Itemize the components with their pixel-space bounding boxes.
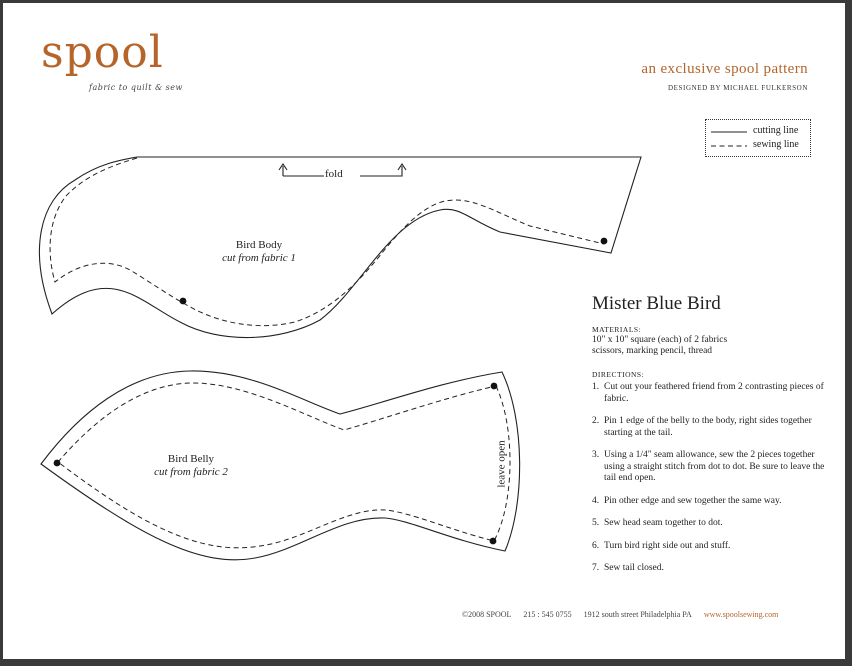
phone-number: 215 : 545 0755 xyxy=(523,610,572,619)
materials-heading: MATERIALS: xyxy=(592,325,642,334)
bird-body-start-dot xyxy=(180,298,187,305)
bird-belly-head-dot xyxy=(54,460,61,467)
bird-belly-label xyxy=(131,453,251,479)
bird-body-label xyxy=(199,239,319,265)
sewing-line-label: sewing line xyxy=(753,139,799,150)
spool-logo: spool xyxy=(41,27,164,78)
cutting-line-label: cutting line xyxy=(753,125,799,136)
logo-tagline: fabric to quilt & sew xyxy=(89,83,183,92)
pattern-name: Mister Blue Bird xyxy=(592,293,721,314)
pattern-sheet xyxy=(3,3,845,659)
bird-body-sewing-line xyxy=(50,158,604,326)
directions-heading: DIRECTIONS: xyxy=(592,370,645,379)
leave-open-label: leave open xyxy=(495,440,508,488)
materials-item: 10" x 10" square (each) of 2 fabrics xyxy=(592,335,728,345)
direction-step: 4. Pin other edge and sew together the same way. xyxy=(592,495,782,506)
direction-step: 5. Sew head seam together to dot. xyxy=(592,518,723,528)
bird-belly-piece xyxy=(41,371,520,560)
direction-step: 3. Using a 1/4" seam allowance, sew the 2 pieces together using a straight stitch from dot to dot. Be sure to leave the tail end open. xyxy=(592,450,825,483)
copyright: ©2008 SPOOL xyxy=(462,610,512,619)
pattern-title: an exclusive spool pattern xyxy=(641,61,808,77)
bird-body-end-dot xyxy=(601,238,608,245)
bird-body-cut-line xyxy=(39,157,641,338)
bird-belly-instruction: cut from fabric 2 xyxy=(154,466,228,478)
bird-belly-sewing-line xyxy=(58,383,510,548)
street-address: 1912 south street Philadelphia PA xyxy=(583,610,692,619)
directions-list xyxy=(592,382,832,575)
bird-belly-name: Bird Belly xyxy=(167,453,215,465)
bird-belly-tail-dot-top xyxy=(491,383,498,390)
instructions-panel xyxy=(592,293,832,586)
website-link[interactable]: www.spoolsewing.com xyxy=(703,610,779,619)
bird-body-name: Bird Body xyxy=(235,239,283,251)
direction-step: 6. Turn bird right side out and stuff. xyxy=(592,540,731,551)
footer xyxy=(462,610,778,619)
bird-belly-tail-dot-bottom xyxy=(490,538,497,545)
materials-item: scissors, marking pencil, thread xyxy=(592,346,713,356)
direction-step: 1. Cut out your feathered friend from 2 contrasting pieces of fabric. xyxy=(592,382,824,404)
designer-credit: DESIGNED BY MICHAEL FULKERSON xyxy=(668,84,808,92)
bird-belly-cut-line xyxy=(41,371,520,560)
fold-label: fold xyxy=(325,168,343,180)
direction-step: 7. Sew tail closed. xyxy=(592,563,664,573)
direction-step: 2. Pin 1 edge of the belly to the body, right sides together starting at the tail. xyxy=(592,416,812,438)
bird-body-piece xyxy=(39,157,641,338)
bird-body-instruction: cut from fabric 1 xyxy=(222,252,296,264)
